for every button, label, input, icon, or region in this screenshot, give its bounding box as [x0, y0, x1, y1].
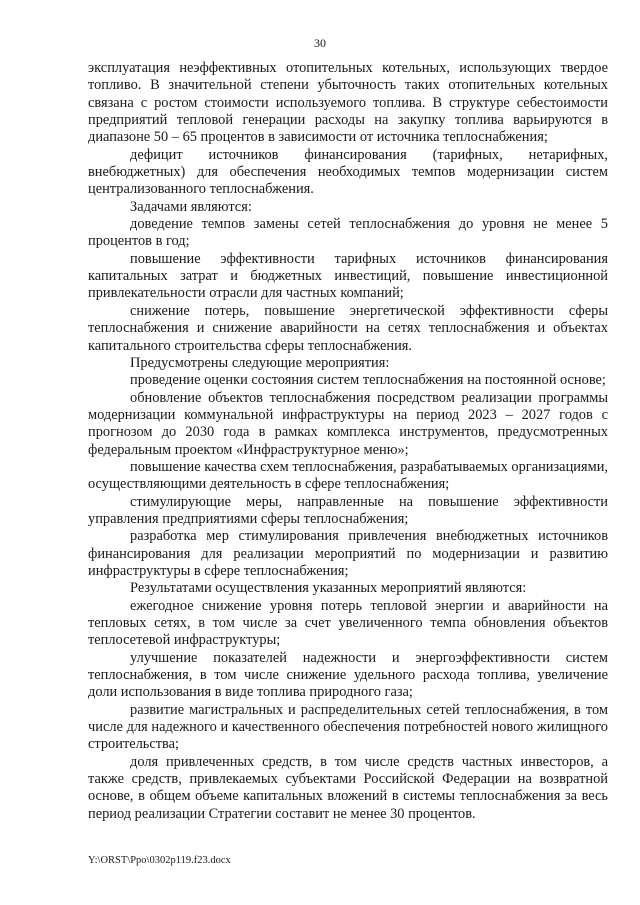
paragraph-task-efficiency: повышение эффективности тарифных источников финансирования капитальных затрат и бюджетных инвестиций, повышение инвестиционной привлекательности отрасли для частных компаний;: [88, 250, 608, 302]
file-path-footer: Y:\ORST\Ppo\0302p119.f23.docx: [88, 855, 231, 866]
paragraph-measure-extrabudget: разработка мер стимулирования привлечения внебюджетных источников финансирования для реализации мероприятий по модернизации и развитию инфраструктуры в сфере теплоснабжения;: [88, 528, 608, 579]
paragraph-measure-renewal: обновление объектов теплоснабжения посредством реализации программы модернизации коммунальной инфраструктуры на период 2023 – 2027 годов с прогнозом до 2030 года в рамках комплекса инструментов, предусмотренных федеральным проектом «Инфраструктурное меню»;: [88, 389, 608, 458]
paragraph-measure-assessment: проведение оценки состояния систем теплоснабжения на постоянной основе;: [130, 372, 606, 389]
paragraph-tasks-heading: Задачами являются:: [130, 198, 252, 215]
paragraph-task-replacement-rate: доведение темпов замены сетей теплоснабжения до уровня не менее 5 процентов в год;: [88, 216, 608, 250]
paragraph-result-losses: ежегодное снижение уровня потерь тепловой энергии и аварийности на тепловых сетях, в том числе за счет увеличенного темпа обновления объектов теплосетевой инфраструктуры;: [88, 597, 608, 649]
paragraph-continuation: эксплуатация неэффективных отопительных котельных, использующих твердое топливо. В значительной степени убыточность таких отопительных котельных связана с ростом стоимости используемого топлива. В структуре себестоимости предприятий тепловой генерации расходы на закупку топлива варьируются в диапазоне 50 – 65 процентов в зависимости от источника теплоснабжения;: [88, 60, 608, 146]
paragraph-results-heading: Результатами осуществления указанных мероприятий являются:: [130, 580, 527, 597]
paragraph-result-reliability: улучшение показателей надежности и энергоэффективности систем теплоснабжения, в том числе снижение удельного расхода топлива, увеличение доли использования в виде топлива природного газа;: [88, 649, 608, 701]
paragraph-result-investment-share: доля привлеченных средств, в том числе средств частных инвесторов, а также средств, привлекаемых субъектами Российской Федерации на возвратной основе, в общем объеме капитальных вложений в системы теплоснабжения за весь период реализации Стратегии составит не менее 30 процентов.: [88, 753, 608, 822]
paragraph-measure-incentives: стимулирующие меры, направленные на повышение эффективности управления предприятиями сферы теплоснабжения;: [88, 493, 608, 527]
page-number: 30: [314, 36, 326, 50]
paragraph-measure-schemes: повышение качества схем теплоснабжения, разрабатываемых организациями, осуществляющими деятельность в сфере теплоснабжения;: [88, 458, 608, 493]
document-body: [88, 60, 608, 823]
paragraph-task-loss-reduction: снижение потерь, повышение энергетической эффективности сферы теплоснабжения и снижение аварийности на сетях теплоснабжения и объектах капитального строительства сферы теплоснабжения.: [88, 302, 608, 354]
paragraph-measures-heading: Предусмотрены следующие мероприятия:: [130, 354, 390, 371]
paragraph-funding-deficit: дефицит источников финансирования (тарифных, нетарифных, внебюджетных) для обеспечения необходимых темпов модернизации систем централизованного теплоснабжения.: [88, 146, 608, 198]
paragraph-result-networks: развитие магистральных и распределительных сетей теплоснабжения, в том числе для надежного и качественного обеспечения потребностей нового жилищного строительства;: [88, 701, 608, 753]
